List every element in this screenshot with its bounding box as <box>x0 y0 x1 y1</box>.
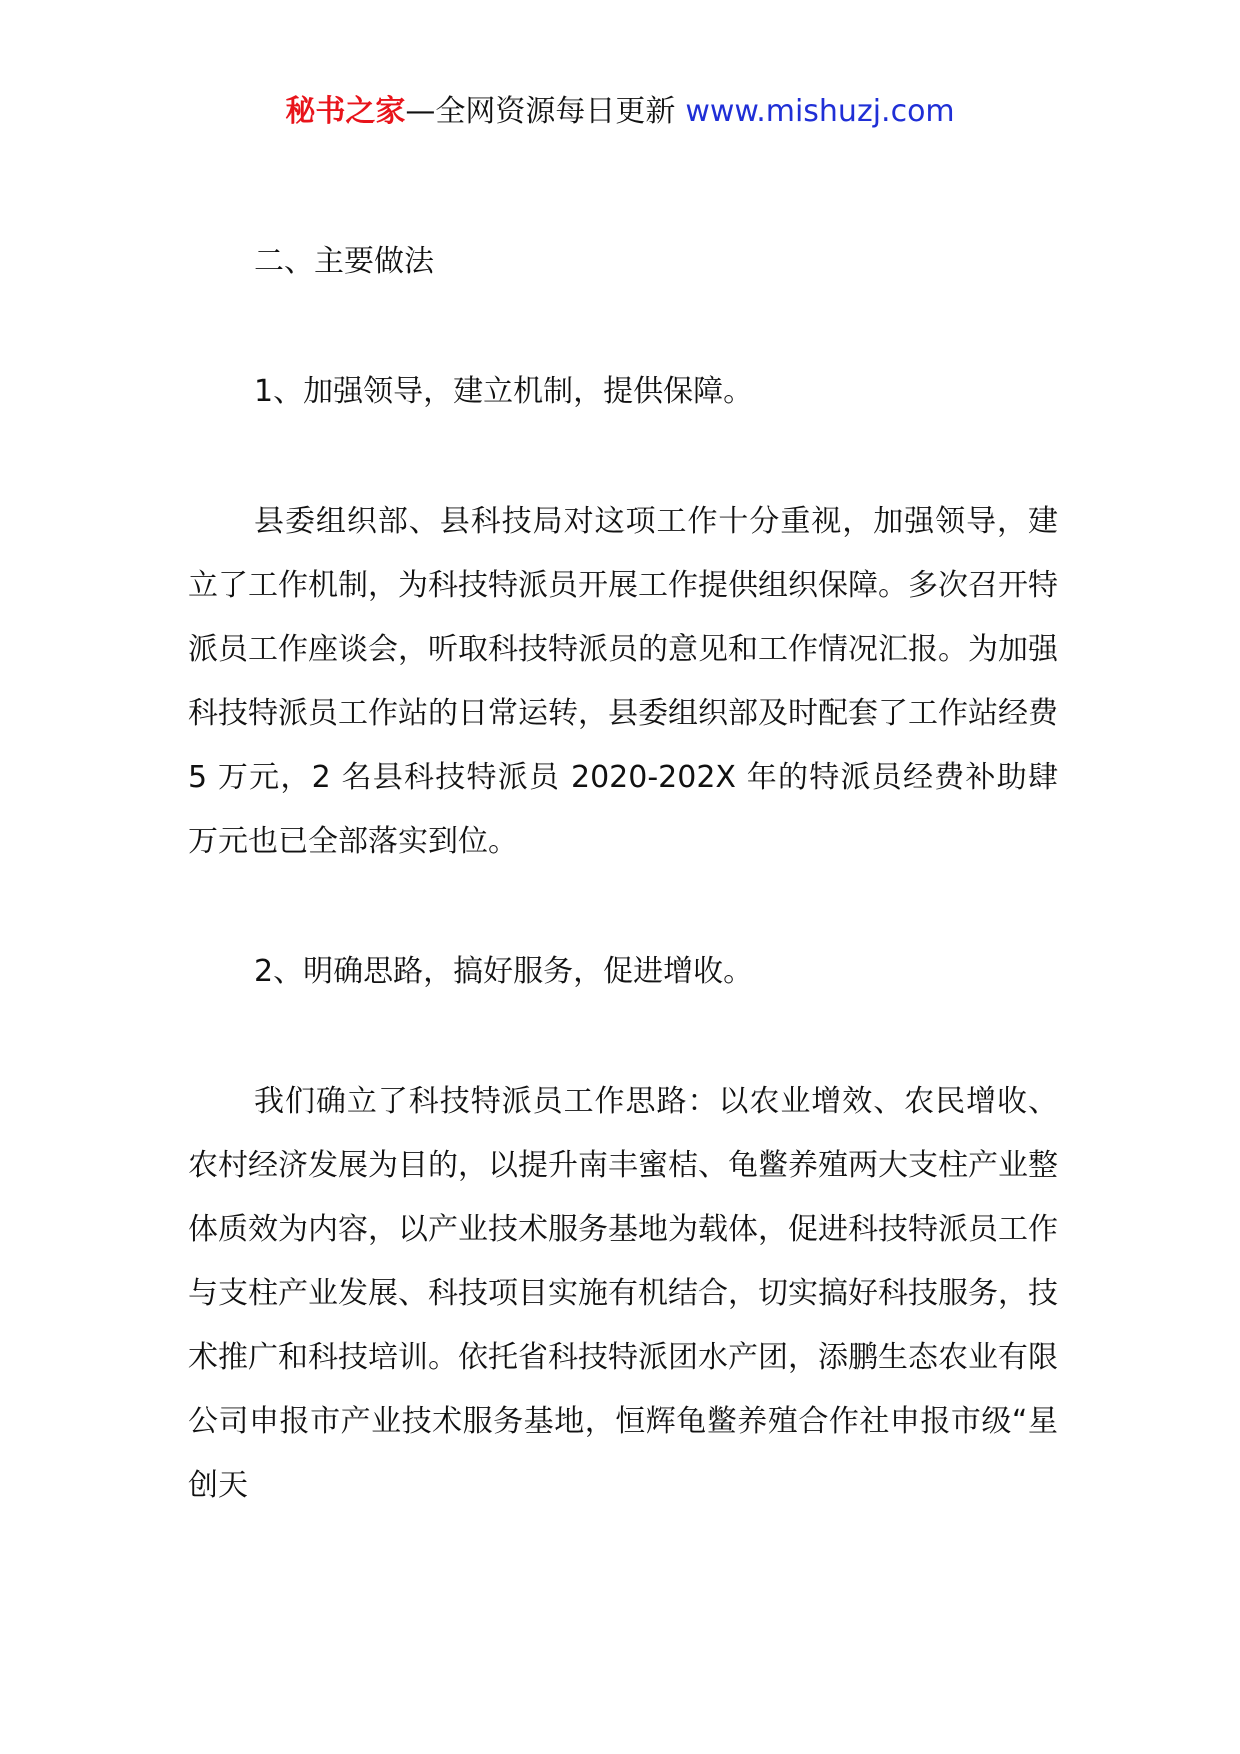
document-body <box>188 230 1058 1518</box>
paragraph-2: 我们确立了科技特派员工作思路：以农业增效、农民增收、农村经济发展为目的，以提升南丰蜜桔、龟鳖养殖两大支柱产业整体质效为内容，以产业技术服务基地为载体，促进科技特派员工作与支柱产业发展、科技项目实施有机结合，切实搞好科技服务，技术推广和科技培训。依托省科技特派团水产团，添鹏生态农业有限公司申报市产业技术服务基地，恒辉龟鳖养殖合作社申报市级“星创天 <box>188 1084 1058 1503</box>
brand-name: 秘书之家 <box>285 94 406 129</box>
subheading-2: 2、明确思路，搞好服务，促进增收。 <box>254 954 754 989</box>
page-header <box>0 92 1240 132</box>
website-link[interactable]: www.mishuzj.com <box>685 94 955 129</box>
subheading-1: 1、加强领导，建立机制，提供保障。 <box>254 374 754 409</box>
section-heading: 二、主要做法 <box>254 244 434 279</box>
paragraph-1: 县委组织部、县科技局对这项工作十分重视，加强领导，建立了工作机制，为科技特派员开展工作提供组织保障。多次召开特派员工作座谈会，听取科技特派员的意见和工作情况汇报。为加强科技特派员工作站的日常运转，县委组织部及时配套了工作站经费 5 万元，2 名县科技特派员 2020-202X 年的特派员经费补助肆万元也已全部落实到位。 <box>188 504 1058 859</box>
header-tagline: —全网资源每日更新 <box>405 94 676 129</box>
